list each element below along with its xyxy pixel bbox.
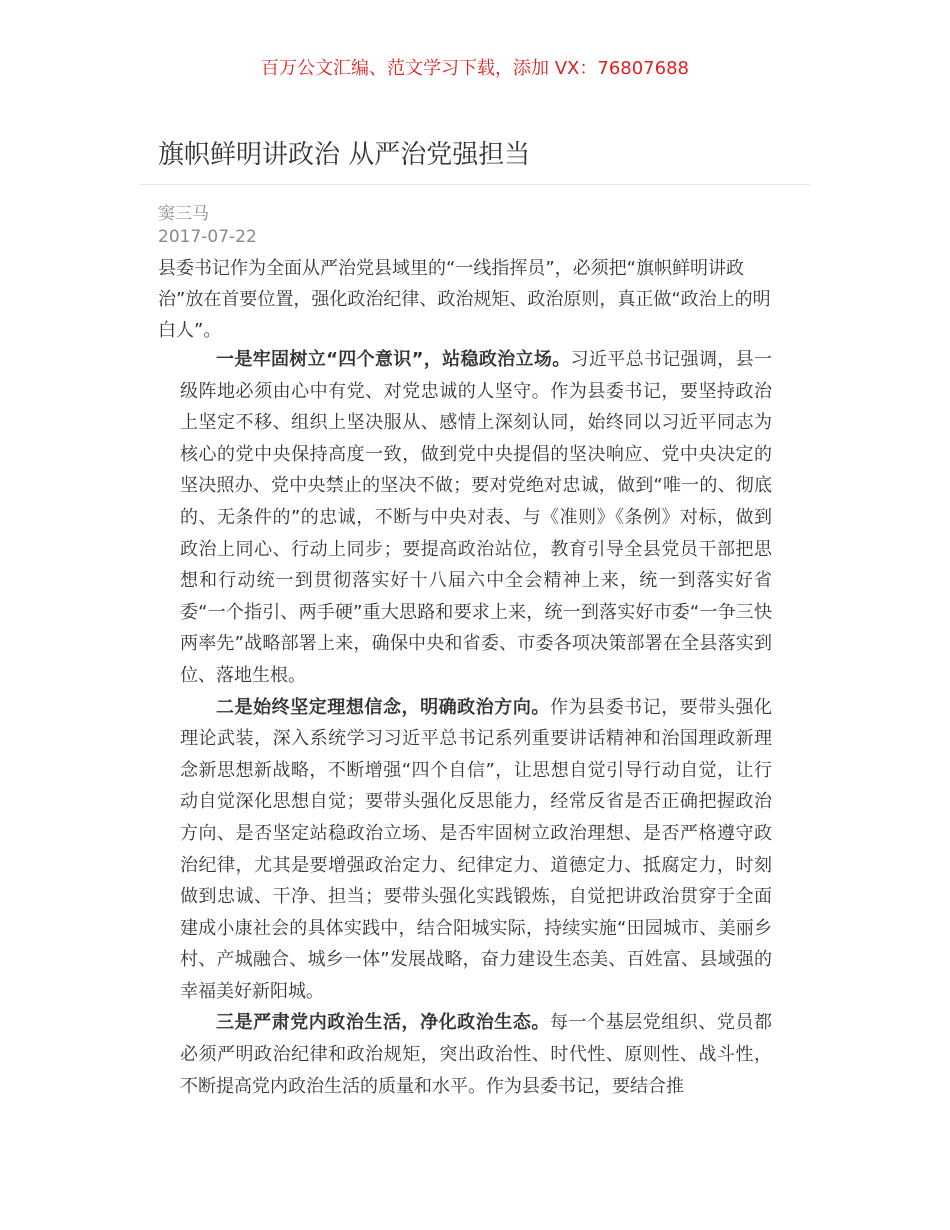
- article-body: [180, 344, 772, 1102]
- article-author[interactable]: 窦三马: [158, 204, 209, 224]
- section-lead: 一是牢固树立“四个意识”，站稳政治立场。: [216, 349, 571, 370]
- title-divider: [140, 184, 810, 185]
- article-intro: 县委书记作为全面从严治党县域里的“一线指挥员”，必须把“旗帜鲜明讲政治”放在首要位置，强化政治纪律、政治规矩、政治原则，真正做“政治上的明白人”。: [158, 258, 771, 341]
- section-text: 每一个基层党组织、党员都必须严明政治纪律和政治规矩，突出政治性、时代性、原则性、战斗性，不断提高党内政治生活的质量和水平。作为县委书记，要结合推: [180, 1012, 773, 1097]
- paragraph-section-3: [180, 1007, 772, 1102]
- paragraph-section-2: [180, 692, 772, 1008]
- section-lead: 三是严肃党内政治生活，净化政治生态。: [216, 1012, 550, 1034]
- article-date: 2017-07-22: [158, 227, 257, 247]
- paragraph-section-1: [180, 344, 772, 692]
- banner-contact-notice: 百万公文汇编、范文学习下载，添加 VX：76807688: [261, 58, 689, 79]
- section-lead: 二是始终坚定理想信念，明确政治方向。: [216, 696, 550, 718]
- article-title: 旗帜鲜明讲政治 从严治党强担当: [158, 140, 531, 170]
- section-text: 作为县委书记，要带头强化理论武装，深入系统学习习近平总书记系列重要讲话精神和治国理政新理念新思想新战略，不断增强“四个自信”，让思想自觉引导行动自觉，让行动自觉深化思想自觉；要带头强化反思能力，经常反省是否正确把握政治方向、是否坚定站稳政治立场、是否牢固树立政治理想、是否严格遵守政治纪律，尤其是要增强政治定力、纪律定力、道德定力、抵腐定力，时刻做到忠诚、干净、担当；要带头强化实践锻炼，自觉把讲政治贯穿于全面建成小康社会的具体实践中，结合阳城实际，持续实施“田园城市、美丽乡村、产城融合、城乡一体”发展战略，奋力建设生态美、百姓富、县域强的幸福美好新阳城。: [180, 696, 773, 1002]
- section-text: 习近平总书记强调，县一级阵地必须由心中有党、对党忠诚的人坚守。作为县委书记，要坚持政治上坚定不移、组织上坚决服从、感情上深刻认同，始终同以习近平同志为核心的党中央保持高度一致，做到党中央提倡的坚决响应、党中央决定的坚决照办、党中央禁止的坚决不做；要对党绝对忠诚，做到“唯一的、彻底的、无条件的”的忠诚，不断与中央对表、与《准则》《条例》对标，做到政治上同心、行动上同步；要提高政治站位，教育引导全县党员干部把思想和行动统一到贯彻落实好十八届六中全会精神上来，统一到落实好省委“一个指引、两手硬”重大思路和要求上来，统一到落实好市委“一争三快两率先”战略部署上来，确保中央和省委、市委各项决策部署在全县落实到位、落地生根。: [180, 349, 772, 686]
